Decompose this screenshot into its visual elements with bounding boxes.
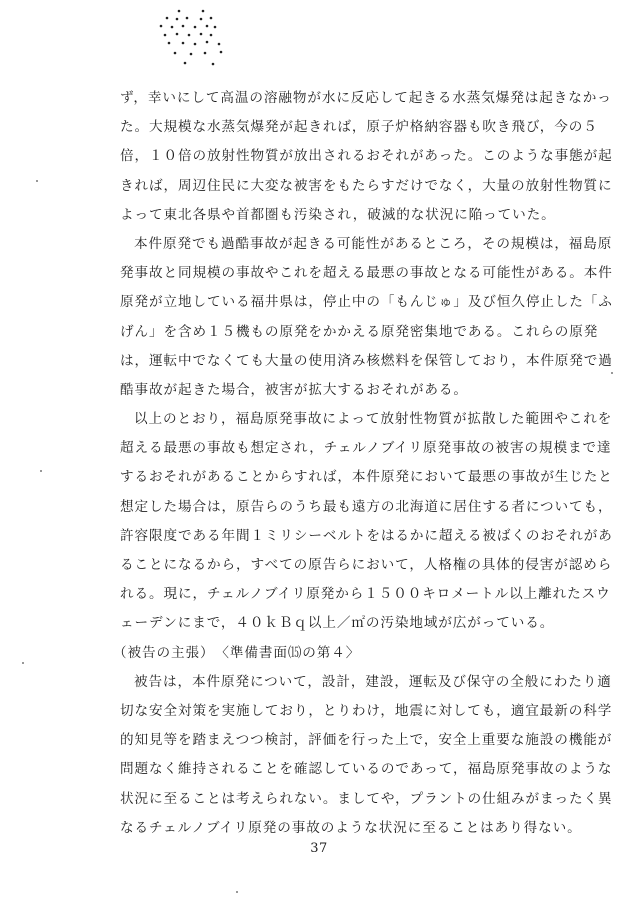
text-line: 的知見等を踏まえつつ検討，評価を行った上で，安全上重要な施設の機能が bbox=[120, 732, 613, 749]
scan-speck bbox=[36, 180, 38, 182]
text-line: 状況に至ることは考えられない。ましてや，プラントの仕組みがまったく異 bbox=[120, 790, 613, 807]
text-line: 想定した場合は，原告らのうち最も遠方の北海道に居住する者についても， bbox=[120, 498, 613, 515]
text-line: 切な安全対策を実施しており，とりわけ，地震に対しても，適宜最新の科学 bbox=[120, 702, 613, 719]
text-line: きれば，周辺住民に大変な被害をもたらすだけでなく，大量の放射性物質に bbox=[120, 177, 613, 194]
text-line: 許容限度である年間１ミリシーベルトをはるかに超える被ばくのおそれがあ bbox=[120, 527, 613, 544]
paragraph-start-line: 本件原発でも過酷事故が起きる可能性があるところ，その規模は，福島原 bbox=[134, 235, 613, 252]
paragraph-start-line: 以上のとおり，福島原発事故によって放射性物質が拡散した範囲やこれを bbox=[134, 411, 613, 428]
page-number: 37 bbox=[310, 841, 328, 856]
text-line: た。大規模な水蒸気爆発が起きれば，原子炉格納容器も吹き飛び，今の５ bbox=[120, 119, 598, 136]
text-line: 原発が立地している福井県は，停止中の「もんじゅ」及び恒久停止した「ふ bbox=[120, 294, 613, 311]
text-line: ることになるから，すべての原告らにおいて，人格権の具体的侵害が認めら bbox=[120, 557, 613, 573]
text-line: なるチェルノブイリ原発の事故のような状況に至ることはあり得ない。 bbox=[120, 819, 582, 836]
text-line: するおそれがあることからすれば，本件原発において最悪の事故が生じたと bbox=[120, 469, 613, 486]
text-line: 超える最悪の事故も想定され，チェルノブイリ原発事故の被害の規模まで達 bbox=[120, 440, 612, 457]
text-line: げん」を含め１５機もの原発をかかえる原発密集地である。これらの原発 bbox=[120, 323, 599, 340]
text-line: は，運転中でなくても大量の使用済み核燃料を保管しており，本件原発で過 bbox=[120, 352, 613, 369]
document-body bbox=[113, 84, 613, 843]
dot-pattern-icon bbox=[155, 8, 235, 78]
scan-speck bbox=[40, 470, 42, 472]
text-line: れる。現に，チェルノブイリ原発から１５００キロメートル以上離れたスウ bbox=[120, 586, 611, 603]
scan-speck bbox=[22, 662, 24, 664]
text-line: ェーデンにまで，４０ｋＢｑ以上／㎡の汚染地域が広がっている。 bbox=[120, 615, 555, 632]
text-line: 問題なく維持されることを確認しているのであって，福島原発事故のような bbox=[120, 761, 613, 778]
scan-speck bbox=[236, 891, 238, 893]
text-line: よって東北各県や首都圏も汚染され，破滅的な状況に陥っていた。 bbox=[120, 206, 556, 223]
scan-speck bbox=[611, 372, 613, 374]
text-line: 酷事故が起きた場合，被害が拡大するおそれがある。 bbox=[120, 381, 468, 398]
paragraph-start-line: 被告は，本件原発について，設計，建設，運転及び保守の全般にわたり適 bbox=[134, 673, 612, 690]
text-line: ず，幸いにして高温の溶融物が水に反応して起きる水蒸気爆発は起きなかっ bbox=[120, 90, 612, 106]
section-heading: （被告の主張） 〈準備書面⒂の第４〉 bbox=[113, 644, 361, 661]
text-line: 発事故と同規模の事故やこれを超える最悪の事故となる可能性がある。本件 bbox=[120, 265, 613, 282]
text-line: 倍，１０倍の放射性物質が放出されるおそれがあった。このような事態が起 bbox=[120, 148, 613, 165]
